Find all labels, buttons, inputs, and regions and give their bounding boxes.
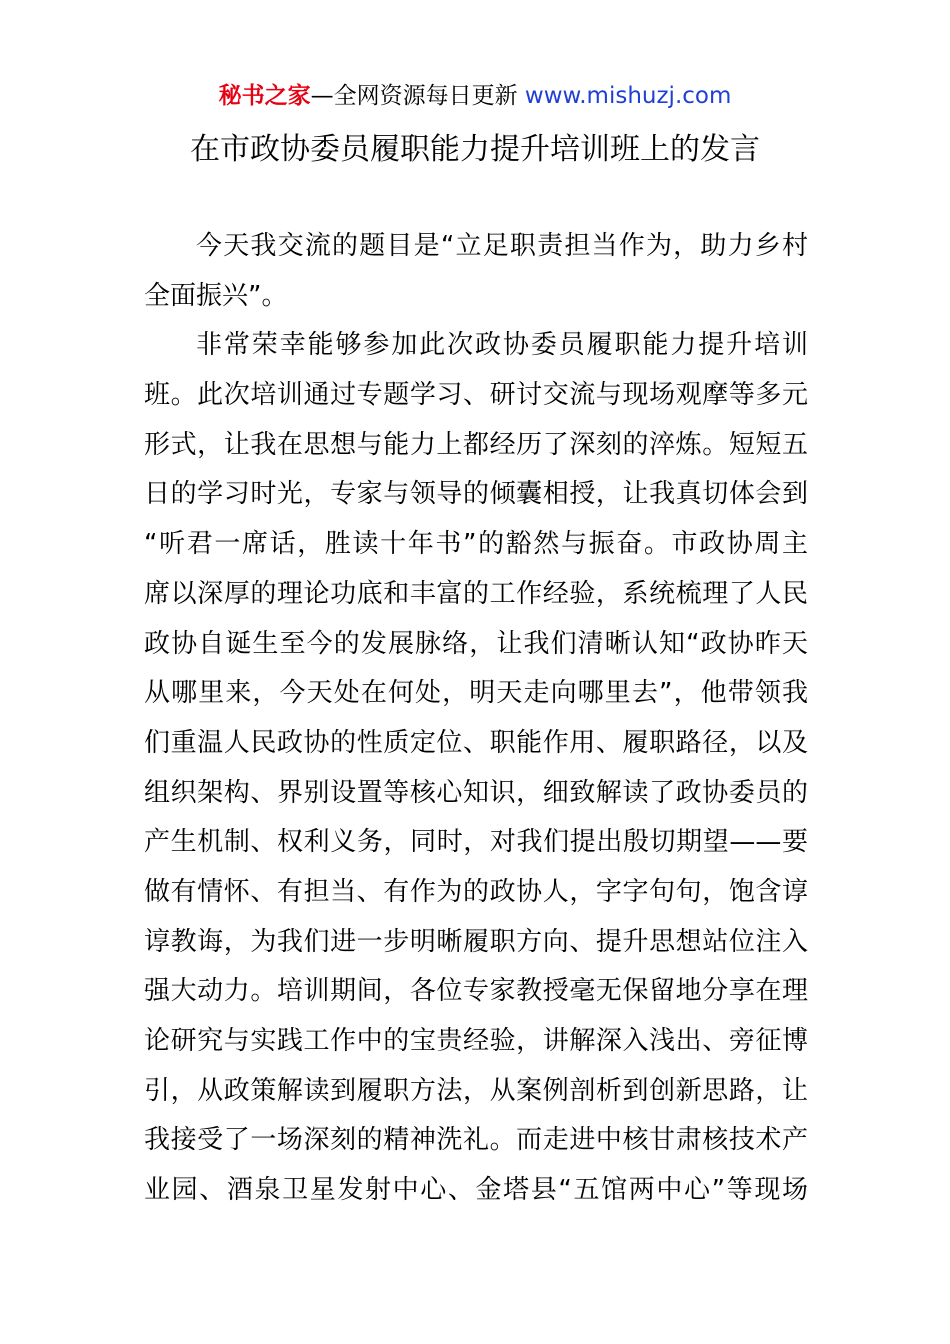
paragraph-line: 做有情怀、有担当、有作为的政协人，字字句句，饱含谆	[144, 876, 808, 907]
paragraph-line: 强大动力。培训期间，各位专家教授毫无保留地分享在理	[144, 976, 808, 1007]
document-body	[144, 222, 808, 1216]
paragraph-line: 从哪里来，今天处在何处，明天走向哪里去”，他带领我	[144, 678, 808, 709]
paragraph-line: 们重温人民政协的性质定位、职能作用、履职路径，以及	[144, 727, 808, 758]
paragraph-line: 谆教诲，为我们进一步明晰履职方向、提升思想站位注入	[144, 926, 808, 957]
paragraph-line: “听君一席话，胜读十年书”的豁然与振奋。市政协周主	[144, 529, 808, 560]
paragraph-line: 形式，让我在思想与能力上都经历了深刻的淬炼。短短五	[144, 429, 808, 460]
paragraph-line: 论研究与实践工作中的宝贵经验，讲解深入浅出、旁征博	[144, 1026, 808, 1056]
document-title: 在市政协委员履职能力提升培训班上的发言	[190, 132, 760, 167]
paragraph-line: 日的学习时光，专家与领导的倾囊相授，让我真切体会到	[144, 479, 808, 510]
paragraph-line: 席以深厚的理论功底和丰富的工作经验，系统梳理了人民	[144, 578, 808, 609]
paragraph-line: 产生机制、权利义务，同时，对我们提出殷切期望——要	[144, 827, 808, 858]
paragraph-line: 引，从政策解读到履职方法，从案例剖析到创新思路，让	[144, 1075, 808, 1106]
brand-name: 秘书之家	[218, 83, 311, 109]
paragraph-line: 班。此次培训通过专题学习、研讨交流与现场观摩等多元	[144, 380, 808, 411]
site-url-link[interactable]: www.mishuzj.com	[524, 83, 732, 109]
paragraph-line: 非常荣幸能够参加此次政协委员履职能力提升培训	[196, 330, 808, 361]
site-header	[0, 80, 950, 112]
paragraph-line: 今天我交流的题目是“立足职责担当作为，助力乡村	[196, 231, 808, 261]
header-tagline: —全网资源每日更新	[310, 83, 518, 109]
paragraph-line: 组织架构、界别设置等核心知识，细致解读了政协委员的	[144, 777, 808, 808]
paragraph-line: 全面振兴”。	[144, 280, 288, 311]
paragraph-line: 政协自诞生至今的发展脉络，让我们清晰认知“政协昨天	[144, 628, 808, 659]
paragraph-line: 我接受了一场深刻的精神洗礼。而走进中核甘肃核技术产	[144, 1125, 808, 1156]
paragraph-line: 业园、酒泉卫星发射中心、金塔县“五馆两中心”等现场	[144, 1175, 808, 1206]
